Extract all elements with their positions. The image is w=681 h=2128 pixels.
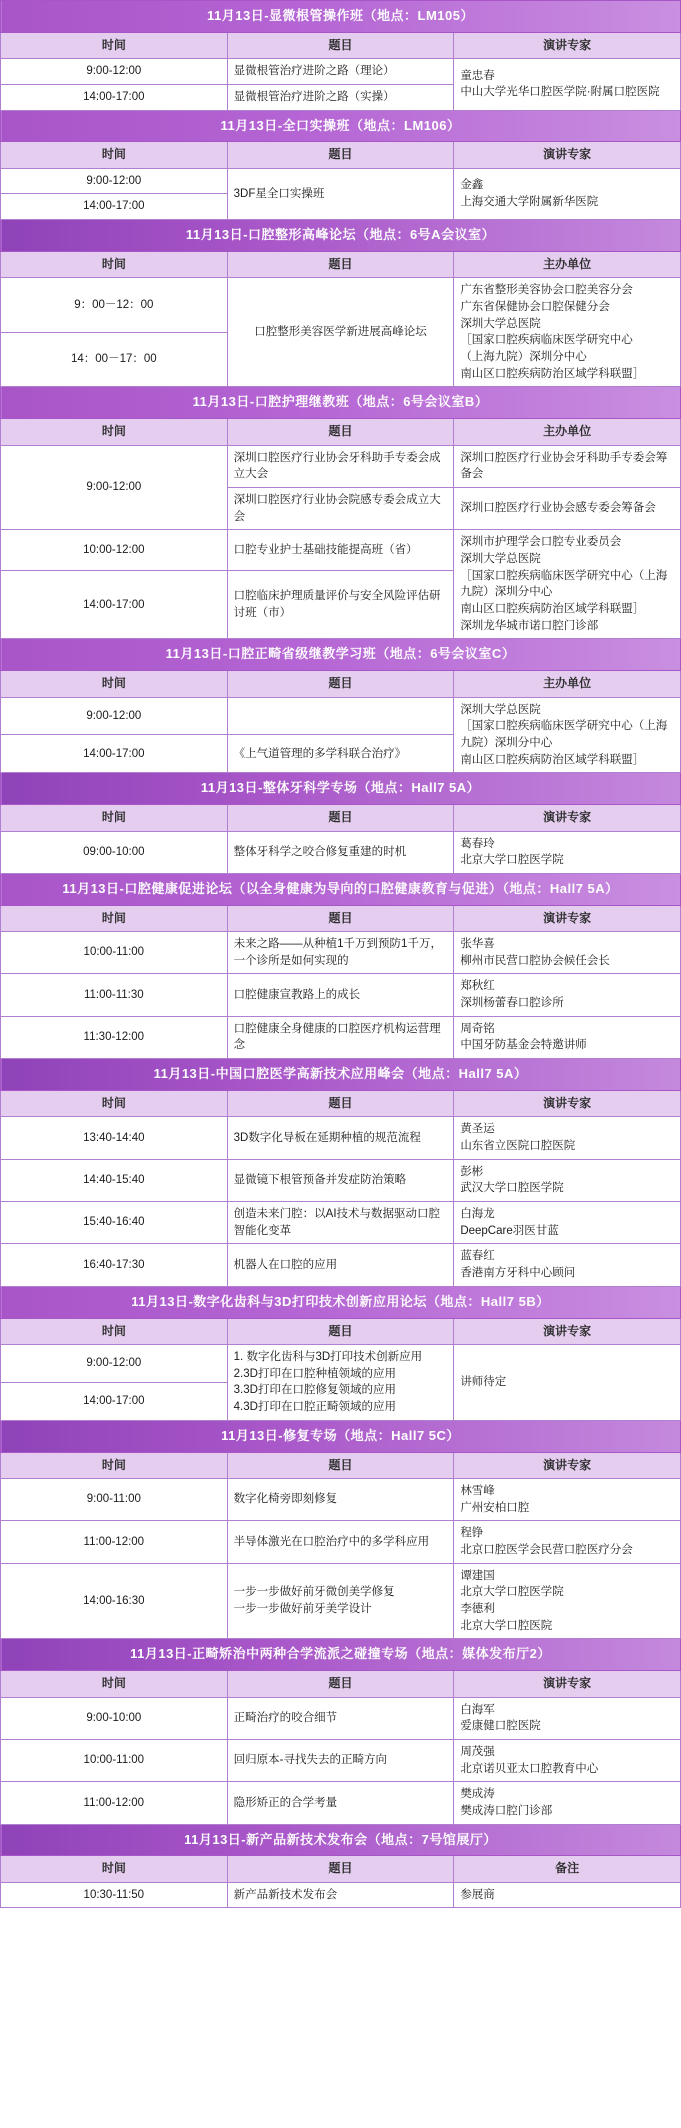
row-time: 10:00-11:00 [1,932,228,974]
column-header-speaker: 演讲专家 [454,142,681,168]
section-banner [1,1059,681,1091]
column-header-time: 时间 [1,1671,228,1697]
column-header-organizer: 主办单位 [454,671,681,697]
row-organizer: 深圳口腔医疗行业协会牙科助手专委会筹备会 [454,445,681,487]
column-header-row [1,32,681,58]
section-banner-label: 11月13日-显微根管操作班（地点：LM105） [1,1,681,33]
row-speaker: 张华喜 柳州市民营口腔协会候任会长 [454,932,681,974]
row-speaker: 黄圣运 山东省立医院口腔医院 [454,1117,681,1159]
table-row [1,1159,681,1201]
row-time: 11:30-12:00 [1,1016,228,1058]
row-title: 口腔整形美容医学新进展高峰论坛 [227,278,454,387]
row-time: 13:40-14:40 [1,1117,228,1159]
row-title: 显微根管治疗进阶之路（实操） [227,84,454,110]
row-title: 整体牙科学之咬合修复重建的时机 [227,831,454,873]
section-banner [1,1420,681,1452]
table-row [1,1521,681,1563]
section-banner-label: 11月13日-口腔正畸省级继教学习班（地点：6号会议室C） [1,639,681,671]
row-time: 09:00-10:00 [1,831,228,873]
row-time: 9:00-10:00 [1,1697,228,1739]
row-time: 14:00-17:00 [1,84,228,110]
column-header-row [1,252,681,278]
column-header-time: 时间 [1,1856,228,1882]
row-time: 11:00-12:00 [1,1782,228,1824]
column-header-speaker: 演讲专家 [454,1452,681,1478]
column-header-speaker: 演讲专家 [454,1671,681,1697]
row-title: 3DF星全口实操班 [227,168,454,219]
column-header-remark: 备注 [454,1856,681,1882]
column-header-row [1,419,681,445]
column-header-row [1,1090,681,1116]
section-banner-label: 11月13日-新产品新技术发布会（地点：7号馆展厅） [1,1824,681,1856]
row-speaker: 童忠春 中山大学光华口腔医学院·附属口腔医院 [454,59,681,110]
section-banner-label: 11月13日-数字化齿科与3D打印技术创新应用论坛（地点：Hall7 5B） [1,1286,681,1318]
section-banner [1,1,681,33]
section-banner-label: 11月13日-全口实操班（地点：LM106） [1,110,681,142]
section-banner [1,110,681,142]
table-row [1,932,681,974]
row-title: 新产品新技术发布会 [227,1882,454,1908]
column-header-row [1,805,681,831]
column-header-title: 题目 [227,32,454,58]
table-row [1,1782,681,1824]
column-header-row [1,1452,681,1478]
column-header-speaker: 演讲专家 [454,805,681,831]
row-time: 9:00-12:00 [1,59,228,85]
table-row [1,1563,681,1639]
table-row [1,831,681,873]
section-banner [1,873,681,905]
row-time: 9:00-12:00 [1,445,228,530]
row-time: 14:40-15:40 [1,1159,228,1201]
row-speaker: 林雪峰 广州安柏口腔 [454,1478,681,1520]
table-row [1,1739,681,1781]
row-speaker: 周茂强 北京诺贝亚太口腔教育中心 [454,1739,681,1781]
table-row [1,445,681,487]
column-header-time: 时间 [1,1318,228,1344]
row-speaker: 白海龙 DeepCare羽医甘蓝 [454,1202,681,1244]
row-time: 9：00－12：00 [1,278,228,333]
row-remark: 参展商 [454,1882,681,1908]
row-speaker: 郑秋红 深圳杨蕾春口腔诊所 [454,974,681,1016]
column-header-organizer: 主办单位 [454,252,681,278]
column-header-title: 题目 [227,1318,454,1344]
row-time: 14：00－17：00 [1,332,228,387]
column-header-time: 时间 [1,1090,228,1116]
row-title: 创造未来门腔：以AI技术与数据驱动口腔智能化变革 [227,1202,454,1244]
column-header-speaker: 演讲专家 [454,1090,681,1116]
row-title: 深圳口腔医疗行业协会院感专委会成立大会 [227,488,454,530]
row-title: 半导体激光在口腔治疗中的多学科应用 [227,1521,454,1563]
row-title: 口腔临床护理质量评价与安全风险评估研讨班（市） [227,571,454,639]
column-header-speaker: 演讲专家 [454,905,681,931]
table-row [1,1882,681,1908]
row-speaker: 讲师待定 [454,1344,681,1420]
column-header-title: 题目 [227,142,454,168]
column-header-row [1,1856,681,1882]
row-speaker: 蓝春红 香港南方牙科中心顾问 [454,1244,681,1286]
column-header-speaker: 演讲专家 [454,32,681,58]
column-header-time: 时间 [1,419,228,445]
section-banner-label: 11月13日-中国口腔医学高新技术应用峰会（地点：Hall7 5A） [1,1059,681,1091]
section-banner-label: 11月13日-修复专场（地点：Hall7 5C） [1,1420,681,1452]
section-banner [1,387,681,419]
column-header-time: 时间 [1,671,228,697]
row-time: 10:00-11:00 [1,1739,228,1781]
table-row [1,974,681,1016]
row-time: 11:00-11:30 [1,974,228,1016]
section-banner-label: 11月13日-口腔护理继教班（地点：6号会议室B） [1,387,681,419]
column-header-speaker: 演讲专家 [454,1318,681,1344]
row-time: 14:00-17:00 [1,571,228,639]
row-title: 数字化椅旁即刻修复 [227,1478,454,1520]
row-speaker: 彭彬 武汉大学口腔医学院 [454,1159,681,1201]
table-row [1,278,681,333]
row-speaker: 金鑫 上海交通大学附属新华医院 [454,168,681,219]
row-time: 14:00-17:00 [1,1382,228,1420]
row-title: 机器人在口腔的应用 [227,1244,454,1286]
section-banner [1,1824,681,1856]
table-row [1,1344,681,1382]
column-header-title: 题目 [227,1452,454,1478]
section-banner [1,1639,681,1671]
column-header-title: 题目 [227,805,454,831]
column-header-organizer: 主办单位 [454,419,681,445]
column-header-title: 题目 [227,1671,454,1697]
row-speaker: 周奇铭 中国牙防基金会特邀讲师 [454,1016,681,1058]
section-banner [1,1286,681,1318]
section-banner-label: 11月13日-口腔健康促进论坛（以全身健康为导向的口腔健康教育与促进）（地点：Hall7 5A） [1,873,681,905]
row-organizer: 深圳口腔医疗行业协会感专委会筹备会 [454,488,681,530]
column-header-title: 题目 [227,1090,454,1116]
column-header-time: 时间 [1,252,228,278]
column-header-title: 题目 [227,1856,454,1882]
row-time: 9:00-11:00 [1,1478,228,1520]
row-speaker: 樊成涛 樊成涛口腔门诊部 [454,1782,681,1824]
row-speaker: 谭建国 北京大学口腔医学院 李德利 北京大学口腔医院 [454,1563,681,1639]
row-time: 14:00-16:30 [1,1563,228,1639]
row-title: 显微镜下根管预备并发症防治策略 [227,1159,454,1201]
row-title: 一步一步做好前牙微创美学修复 一步一步做好前牙美学设计 [227,1563,454,1639]
table-row [1,530,681,571]
row-title: 隐形矫正的合学考量 [227,1782,454,1824]
section-banner-label: 11月13日-整体牙科学专场（地点：Hall7 5A） [1,773,681,805]
row-title: 口腔健康宣教路上的成长 [227,974,454,1016]
column-header-row [1,1318,681,1344]
column-header-row [1,905,681,931]
row-title: 口腔健康全身健康的口腔医疗机构运营理念 [227,1016,454,1058]
table-row [1,1478,681,1520]
column-header-time: 时间 [1,32,228,58]
column-header-time: 时间 [1,905,228,931]
row-title: 正畸治疗的咬合细节 [227,1697,454,1739]
table-row [1,1697,681,1739]
section-banner-label: 11月13日-正畸矫治中两种合学流派之碰撞专场（地点：媒体发布厅2） [1,1639,681,1671]
row-organizer: 广东省整形美容协会口腔美容分会 广东省保健协会口腔保健分会 深圳大学总医院 ［国家口腔疾病临床医学研究中心 （上海九院）深圳分中心 南山区口腔疾病防治区域学科联盟］ [454,278,681,387]
section-banner [1,773,681,805]
table-row [1,1244,681,1286]
row-time: 16:40-17:30 [1,1244,228,1286]
column-header-row [1,671,681,697]
column-header-time: 时间 [1,142,228,168]
row-time: 9:00-12:00 [1,168,228,194]
row-speaker: 葛春玲 北京大学口腔医学院 [454,831,681,873]
row-time: 11:00-12:00 [1,1521,228,1563]
table-row [1,1117,681,1159]
row-title: 1. 数字化齿科与3D打印技术创新应用 2.3D打印在口腔种植领域的应用 3.3D打印在口腔修复领域的应用 4.3D打印在口腔正畸领域的应用 [227,1344,454,1420]
column-header-time: 时间 [1,805,228,831]
row-speaker: 白海军 爱康健口腔医院 [454,1697,681,1739]
column-header-title: 题目 [227,419,454,445]
row-time: 9:00-12:00 [1,697,228,735]
row-title: 3D数字化导板在延期种植的规范流程 [227,1117,454,1159]
column-header-row [1,142,681,168]
row-time: 15:40-16:40 [1,1202,228,1244]
row-speaker: 程铮 北京口腔医学会民营口腔医疗分会 [454,1521,681,1563]
row-time: 9:00-12:00 [1,1344,228,1382]
column-header-title: 题目 [227,671,454,697]
column-header-row [1,1671,681,1697]
row-time: 10:00-12:00 [1,530,228,571]
section-banner-label: 11月13日-口腔整形高峰论坛（地点：6号A会议室） [1,220,681,252]
schedule-body [1,1,681,1908]
row-title: 回归原本-寻找失去的正畸方向 [227,1739,454,1781]
row-time: 10:30-11:50 [1,1882,228,1908]
column-header-title: 题目 [227,905,454,931]
table-row [1,1202,681,1244]
row-title: 显微根管治疗进阶之路（理论） [227,59,454,85]
table-row [1,1016,681,1058]
row-organizer: 深圳市护理学会口腔专业委员会 深圳大学总医院 ［国家口腔疾病临床医学研究中心（上海九院）深圳分中心 南山区口腔疾病防治区域学科联盟］ 深圳龙华城市诺口腔门诊部 [454,530,681,639]
column-header-title: 题目 [227,252,454,278]
row-title: 未来之路——从种植1千万到预防1千万，一个诊所是如何实现的 [227,932,454,974]
section-banner [1,220,681,252]
row-title [227,697,454,735]
row-title: 口腔专业护士基础技能提高班（省） [227,530,454,571]
row-title: 深圳口腔医疗行业协会牙科助手专委会成立大会 [227,445,454,487]
row-time: 14:00-17:00 [1,194,228,220]
section-banner [1,639,681,671]
table-row [1,697,681,735]
table-row [1,59,681,85]
row-time: 14:00-17:00 [1,735,228,773]
table-row [1,168,681,194]
column-header-time: 时间 [1,1452,228,1478]
row-organizer: 深圳大学总医院 ［国家口腔疾病临床医学研究中心（上海九院）深圳分中心 南山区口腔疾病防治区域学科联盟］ [454,697,681,773]
row-title: 《上气道管理的多学科联合治疗》 [227,735,454,773]
